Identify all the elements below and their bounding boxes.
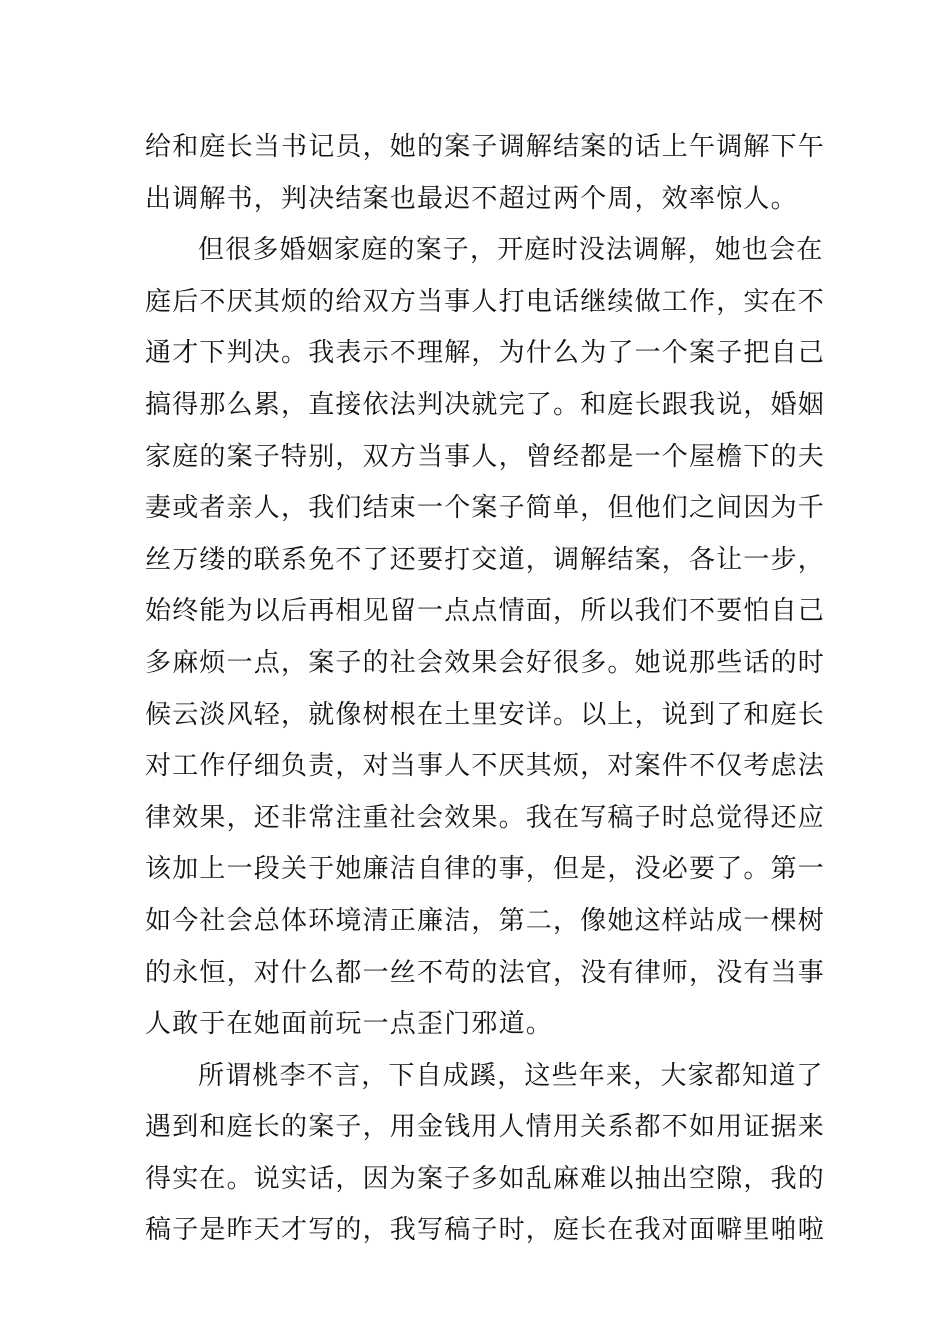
text-line: 搞得那么累，直接依法判决就完了。和庭长跟我说，婚姻 (145, 389, 826, 420)
text-line: 始终能为以后再相见留一点点情面，所以我们不要怕自己 (145, 596, 826, 627)
text-line: 稿子是昨天才写的，我写稿子时，庭长在我对面噼里啪啦 (145, 1215, 826, 1246)
text-line: 妻或者亲人，我们结束一个案子简单，但他们之间因为千 (145, 493, 826, 524)
paragraph-start-line: 所谓桃李不言，下自成蹊，这些年来，大家都知道了 (198, 1060, 824, 1091)
text-line: 律效果，还非常注重社会效果。我在写稿子时总觉得还应 (145, 802, 826, 833)
text-line: 丝万缕的联系免不了还要打交道，调解结案，各让一步， (145, 544, 826, 575)
text-line: 多麻烦一点，案子的社会效果会好很多。她说那些话的时 (145, 647, 826, 678)
text-line: 该加上一段关于她廉洁自律的事，但是，没必要了。第一 (145, 854, 826, 885)
body-text (145, 122, 826, 1257)
text-line: 如今社会总体环境清正廉洁，第二，像她这样站成一棵树 (145, 905, 826, 936)
text-line: 给和庭长当书记员，她的案子调解结案的话上午调解下午 (145, 132, 826, 162)
text-line: 通才下判决。我表示不理解，为什么为了一个案子把自己 (145, 338, 826, 369)
text-line: 人敢于在她面前玩一点歪门邪道。 (145, 1009, 554, 1040)
text-line: 对工作仔细负责，对当事人不厌其烦，对案件不仅考虑法 (145, 751, 826, 782)
text-line: 遇到和庭长的案子，用金钱用人情用关系都不如用证据来 (145, 1112, 826, 1143)
text-line: 家庭的案子特别，双方当事人，曾经都是一个屋檐下的夫 (145, 441, 826, 472)
text-line: 得实在。说实话，因为案子多如乱麻难以抽出空隙，我的 (145, 1163, 826, 1194)
paragraph-start-line: 但很多婚姻家庭的案子，开庭时没法调解，她也会在 (198, 235, 824, 266)
text-line: 出调解书，判决结案也最迟不超过两个周，效率惊人。 (145, 183, 798, 214)
text-line: 庭后不厌其烦的给双方当事人打电话继续做工作，实在不 (145, 286, 826, 317)
text-line: 的永恒，对什么都一丝不苟的法官，没有律师，没有当事 (145, 957, 826, 988)
text-line: 候云淡风轻，就像树根在土里安详。以上，说到了和庭长 (145, 699, 826, 730)
